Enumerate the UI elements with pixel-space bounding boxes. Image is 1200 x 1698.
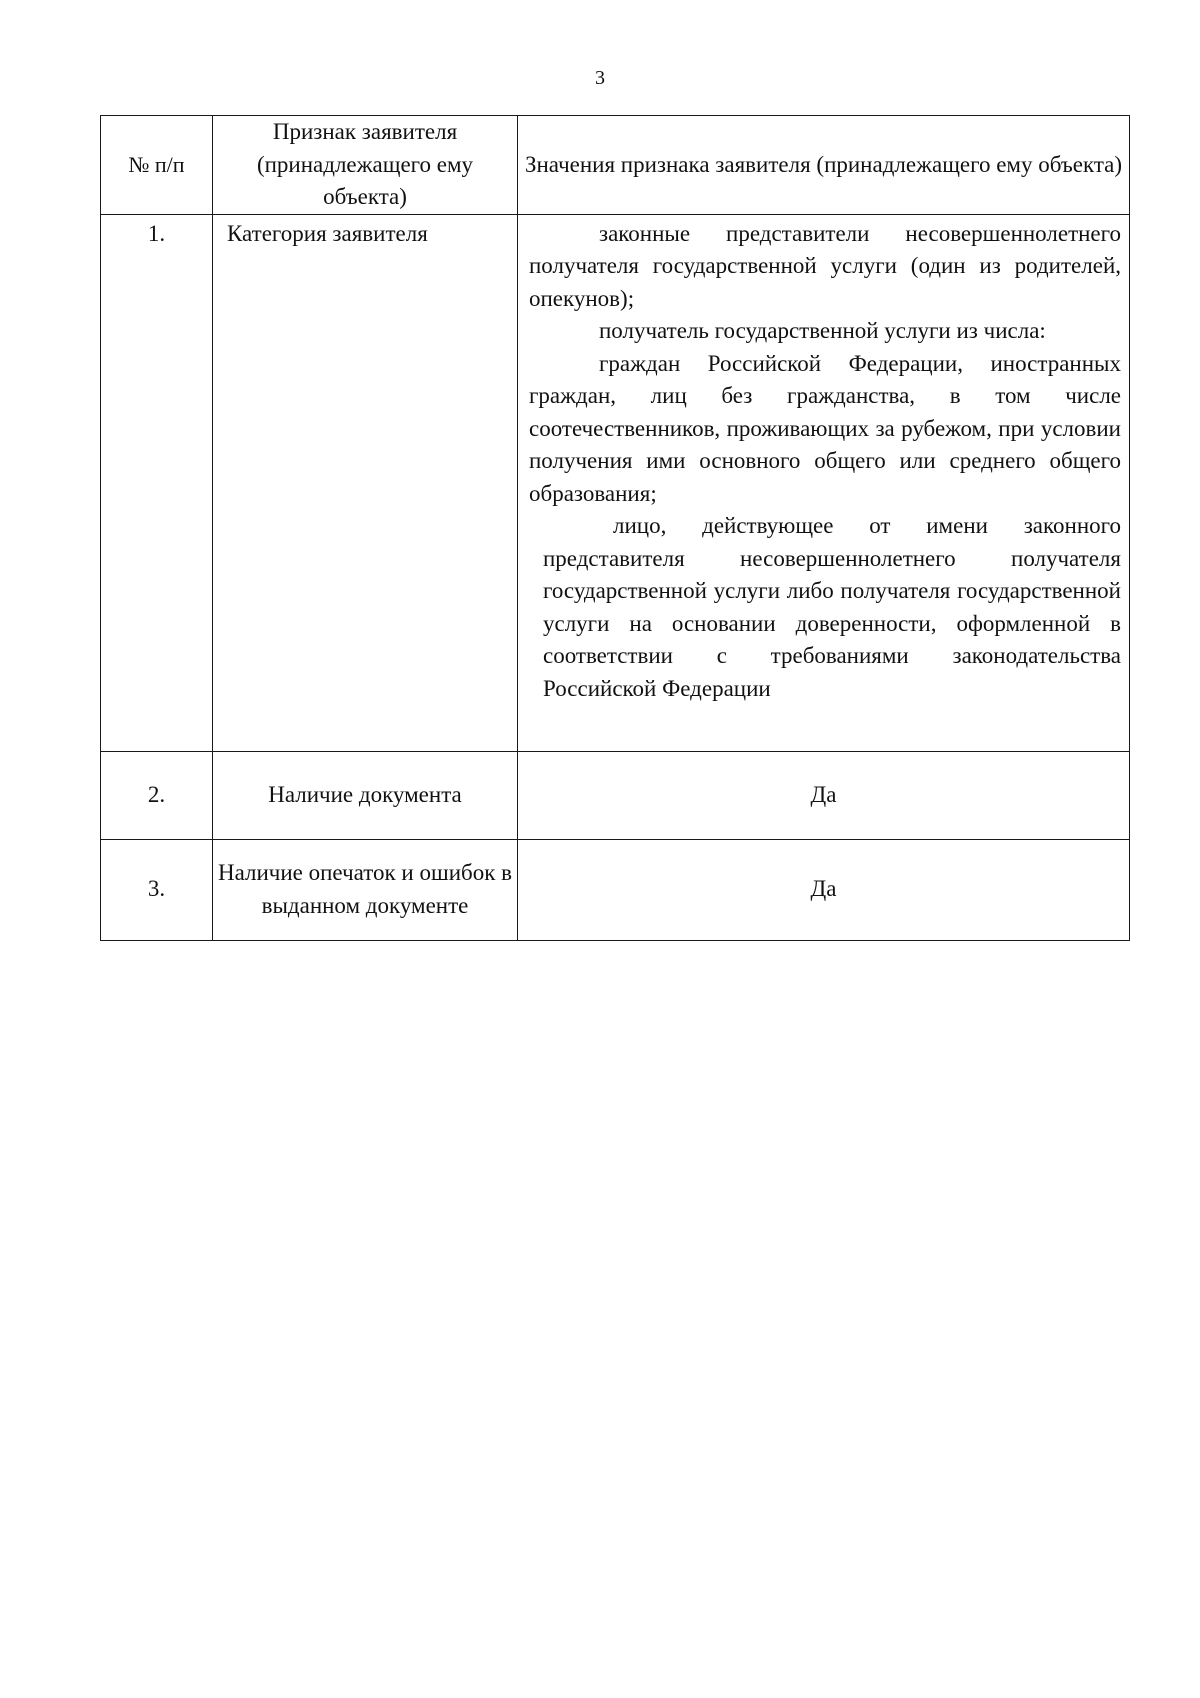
applicant-criteria-table xyxy=(100,115,1130,941)
value-paragraph: законные представители несовершеннолетнего получателя государственной услуги (один из родителей, опекунов); xyxy=(529,220,1121,311)
table-row xyxy=(101,751,1130,839)
table-header-row xyxy=(101,116,1130,215)
row-number: 2. xyxy=(101,751,213,839)
row-value: Да xyxy=(518,751,1130,839)
row-number: 1. xyxy=(101,214,213,751)
header-attribute: Признак заявителя (принадлежащего ему объекта) xyxy=(213,116,518,215)
header-value: Значения признака заявителя (принадлежащего ему объекта) xyxy=(518,116,1130,215)
row-value xyxy=(518,214,1130,751)
row-attribute: Категория заявителя xyxy=(213,214,518,751)
row-number: 3. xyxy=(101,839,213,940)
value-paragraph: граждан Российской Федерации, иностранных граждан, лиц без гражданства, в том числе соотечественников, проживающих за рубежом, при условии получения ими основного общего или среднего общего образования; xyxy=(529,350,1121,506)
table-row xyxy=(101,214,1130,751)
table-row xyxy=(101,839,1130,940)
page-number: 3 xyxy=(595,67,605,89)
value-paragraph: получатель государственной услуги из числа: xyxy=(599,318,1046,343)
row-attribute: Наличие опечаток и ошибок в выданном документе xyxy=(213,839,518,940)
row-attribute: Наличие документа xyxy=(213,751,518,839)
value-paragraph: лицо, действующее от имени законного представителя несовершеннолетнего получателя государственной услуги либо получателя государственной услуги на основании доверенности, оформленной в соответствии с требованиями законодательства Российской Федерации xyxy=(543,513,1121,701)
row-value: Да xyxy=(518,839,1130,940)
header-number: № п/п xyxy=(101,116,213,215)
